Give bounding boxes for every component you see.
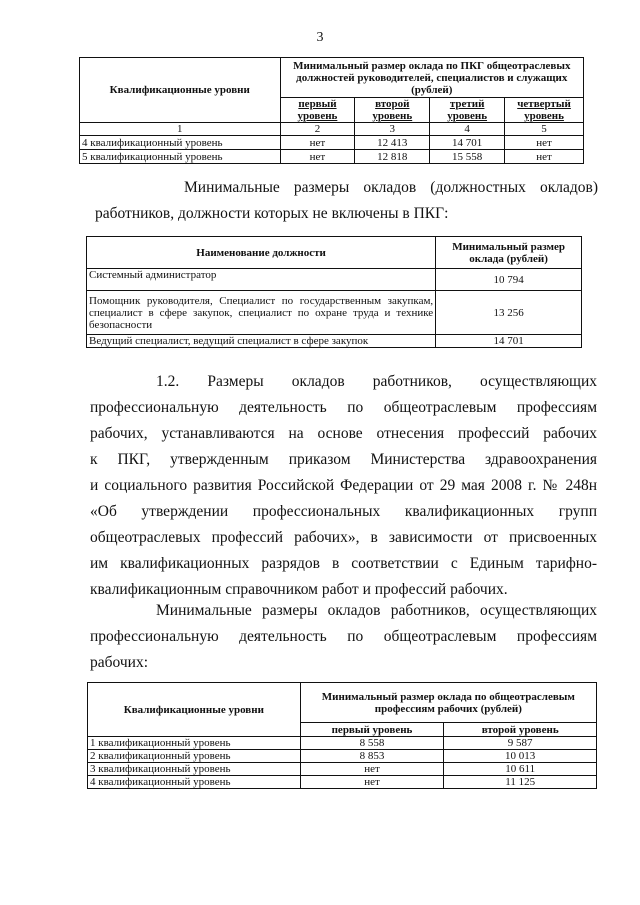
salary-value: 14 701 (430, 136, 505, 150)
level-header: первый уровень (300, 723, 444, 737)
position-name-header: Наименование должности (87, 237, 436, 269)
table-row (87, 291, 582, 335)
column-number: 3 (355, 123, 430, 136)
salary-value: 14 701 (436, 335, 582, 348)
table-row (88, 737, 597, 750)
salary-value: 12 413 (355, 136, 430, 150)
page-number: 3 (316, 30, 324, 45)
position-name: Системный администратор (87, 269, 436, 291)
qualification-level: 4 квалификационный уровень (80, 136, 281, 150)
qualification-level: 5 квалификационный уровень (80, 150, 281, 164)
salary-value: нет (505, 150, 584, 164)
table-row (88, 763, 597, 776)
salary-value: 10 794 (436, 269, 582, 291)
min-salary-group-header: Минимальный размер оклада по общеотраслевым профессиям рабочих (рублей) (300, 683, 596, 723)
min-salary-header: Минимальный размер оклада (рублей) (436, 237, 582, 269)
level-header: первый уровень (280, 98, 355, 123)
qualification-levels-header: Квалификационные уровни (88, 683, 301, 737)
table-row (87, 335, 582, 348)
salary-table-workers (87, 682, 597, 789)
salary-table-managers (79, 57, 584, 164)
salary-value: нет (300, 763, 444, 776)
salary-value: 8 853 (300, 750, 444, 763)
salary-value: 15 558 (430, 150, 505, 164)
table-row (88, 750, 597, 763)
position-name: Помощник руководителя, Специалист по государственным закупкам, специалист в сфере закупок, специалист по охране труда и технике безопасности (87, 291, 436, 335)
qualification-level: 3 квалификационный уровень (88, 763, 301, 776)
salary-value: нет (300, 776, 444, 789)
salary-table-other-positions (86, 236, 582, 348)
salary-value: нет (280, 136, 355, 150)
salary-value: нет (280, 150, 355, 164)
table-row (87, 269, 582, 291)
salary-value: 9 587 (444, 737, 597, 750)
column-number: 5 (505, 123, 584, 136)
salary-value: 8 558 (300, 737, 444, 750)
level-header: четвертый уровень (505, 98, 584, 123)
salary-value: 10 611 (444, 763, 597, 776)
paragraph-workers: Минимальные размеры окладов работников, осуществляющих профессиональную деятельность по общеотраслевым профессиям рабочих: (90, 602, 597, 671)
paragraph-other-positions: Минимальные размеры окладов (должностных окладов) работников, должности которых не включены в ПКГ: (95, 179, 598, 222)
level-header: третий уровень (430, 98, 505, 123)
min-salary-group-header: Минимальный размер оклада по ПКГ общеотраслевых должностей руководителей, специалистов и служащих (рублей) (280, 58, 583, 98)
table-row (88, 776, 597, 789)
table-row (80, 150, 584, 164)
salary-value: 11 125 (444, 776, 597, 789)
column-number: 4 (430, 123, 505, 136)
salary-value: 13 256 (436, 291, 582, 335)
salary-value: нет (505, 136, 584, 150)
qualification-levels-header: Квалификационные уровни (80, 58, 281, 123)
column-number: 2 (280, 123, 355, 136)
paragraph-1-2: 1.2. Размеры окладов работников, осуществляющих профессиональную деятельность по общеотраслевым профессиям рабочих, устанавливаются на основе отнесения профессий рабочих к ПКГ, утвержденным приказом Министерства здравоохранения и социального развития Российской Федерации от 29 мая 2008 г. № 248н «Об утверждении профессиональных квалификационных групп общеотраслевых профессий рабочих», в зависимости от присвоенных им квалификационных разрядов в соответствии с Единым тарифно- квалификационным справочником работ и профессий рабочих. (90, 373, 597, 598)
qualification-level: 2 квалификационный уровень (88, 750, 301, 763)
level-header: второй уровень (444, 723, 597, 737)
level-header: второй уровень (355, 98, 430, 123)
salary-value: 12 818 (355, 150, 430, 164)
qualification-level: 4 квалификационный уровень (88, 776, 301, 789)
column-number: 1 (80, 123, 281, 136)
qualification-level: 1 квалификационный уровень (88, 737, 301, 750)
position-name: Ведущий специалист, ведущий специалист в сфере закупок (87, 335, 436, 348)
table-row (80, 136, 584, 150)
salary-value: 10 013 (444, 750, 597, 763)
